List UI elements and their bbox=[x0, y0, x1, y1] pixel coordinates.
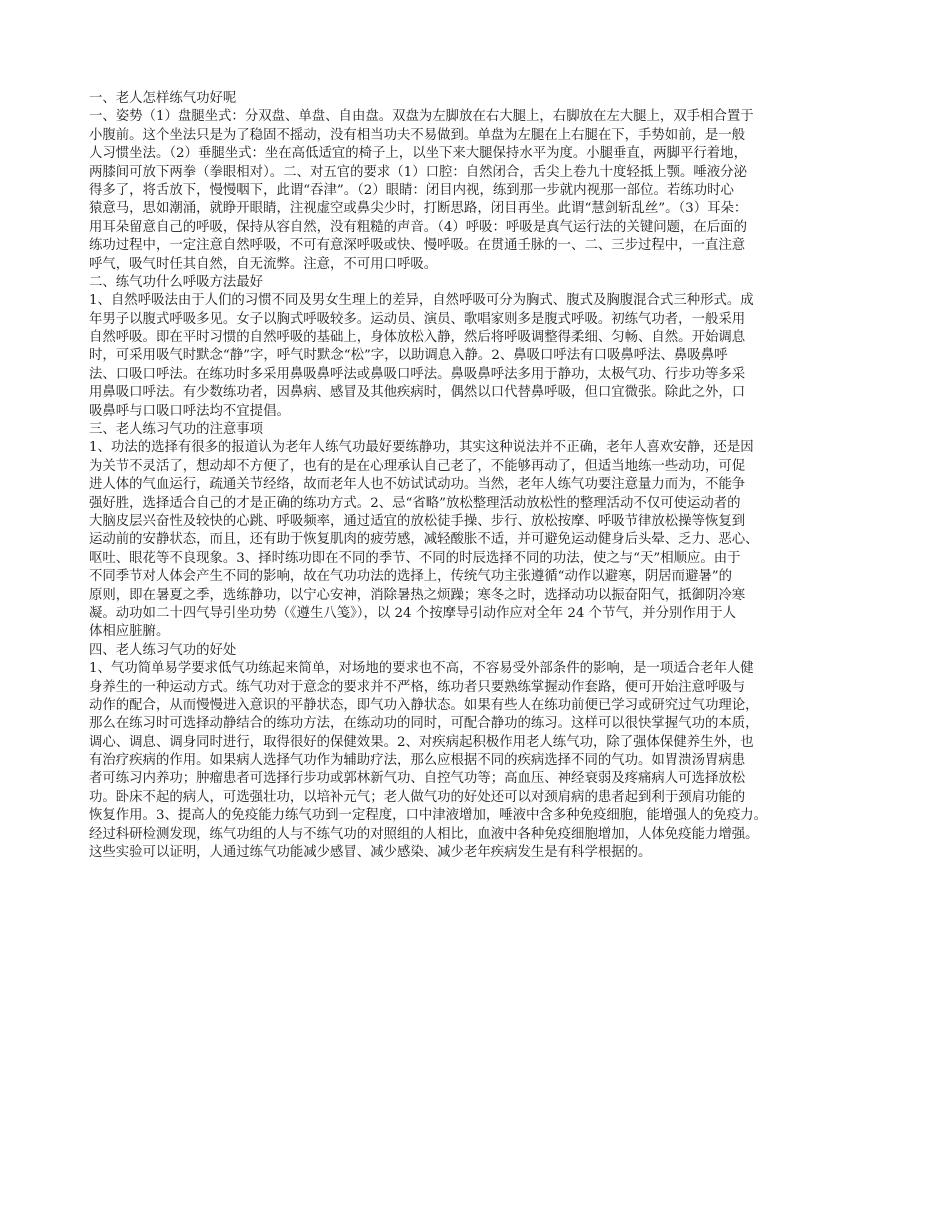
document-body bbox=[89, 90, 874, 862]
text-line: 用鼻吸口呼法。有少数练功者，因鼻病、感冒及其他疾病时，偶然以口代替鼻呼吸，但口宜微张。除此之外，口 bbox=[89, 385, 746, 401]
text-line: 原则，即在暑夏之季，选练静功，以宁心安神，消除暑热之烦躁；寒冬之时，选择动功以振奋阳气，抵御阴冷寒 bbox=[89, 587, 746, 603]
text-line: 吸鼻呼与口吸口呼法均不宜提倡。 bbox=[89, 403, 290, 419]
text-line: 强好胜，选择适合自己的才是正确的练功方式。2、忌“省略”放松整理活动放松性的整理活动不仅可使运动者的 bbox=[89, 495, 741, 511]
text-line: 两膝间可放下两拳（拳眼相对）。二、对五官的要求（1）口腔：自然闭合，舌尖上卷九十度轻抵上颚。唾液分泌 bbox=[89, 164, 747, 180]
text-line: 不同季节对人体会产生不同的影响，故在气功功法的选择上，传统气功主张遵循“动作以避寒，阴居而避暑”的 bbox=[89, 569, 733, 585]
text-line: 用耳朵留意自己的呼吸，保持从容自然，没有粗糙的声音。（4）呼吸：呼吸是真气运行法的关键问题，在后面的 bbox=[89, 219, 747, 235]
text-line: 那么在练习时可选择动静结合的练功方法，在练动功的同时，可配合静功的练习。这样可以很快掌握气功的本质， bbox=[89, 716, 759, 732]
text-line: 身养生的一种运动方式。练气功对于意念的要求并不严格，练功者只要熟练掌握动作套路，便可开始注意呼吸与 bbox=[89, 679, 746, 695]
text-line: 年男子以腹式呼吸多见。女子以胸式呼吸较多。运动员、演员、歌唱家则多是腹式呼吸。初练气功者，一般采用 bbox=[89, 311, 746, 327]
text-line: 功。卧床不起的病人，可选强壮功，以培补元气；老人做气功的好处还可以对颈肩病的患者起到利于颈肩功能的 bbox=[89, 789, 746, 805]
text-line: 体相应脏腑。 bbox=[89, 624, 170, 640]
text-line: 调心、调息、调身同时进行，取得很好的保健效果。2、对疾病起积极作用老人练气功，除了强体保健养生外，也 bbox=[89, 734, 754, 750]
section-heading: 三、老人练习气功的注意事项 bbox=[89, 422, 264, 438]
section-heading: 四、老人练习气功的好处 bbox=[89, 642, 237, 658]
text-line: 有治疗疾病的作用。如果病人选择气功作为辅助疗法，那么应根据不同的疾病选择不同的气功。如胃溃汤胃病患 bbox=[89, 753, 746, 769]
text-line: 者可练习内养功；肿瘤患者可选择行步功或郭林新气功、自控气功等；高血压、神经衰弱及疼痛病人可选择放松 bbox=[89, 771, 746, 787]
text-line: 为关节不灵活了，想动却不方便了，也有的是在心理承认自己老了，不能够再动了，但适当地练一些动功，可促 bbox=[89, 458, 746, 474]
text-line: 猿意马，思如潮涌，就睁开眼睛，注视虚空或鼻尖少时，打断思路，闭目再坐。此谓“慧剑斩乱丝”。（3）耳朵： bbox=[89, 201, 748, 217]
text-line: 一、姿势（1）盘腿坐式：分双盘、单盘、自由盘。双盘为左脚放在右大腿上，右脚放在左大腿上，双手相合置于 bbox=[89, 109, 754, 125]
text-line: 1、自然呼吸法由于人们的习惯不同及男女生理上的差异，自然呼吸可分为胸式、腹式及胸腹混合式三种形式。成 bbox=[89, 293, 754, 309]
text-line: 自然呼吸。即在平时习惯的自然呼吸的基础上，身体放松入静，然后将呼吸调整得柔细、匀畅、自然。开始调息 bbox=[89, 330, 746, 346]
text-line: 呕吐、眼花等不良现象。3、择时练功即在不同的季节、不同的时辰选择不同的功法，使之与“天”相顺应。由于 bbox=[89, 550, 741, 566]
text-line: 得多了，将舌放下，慢慢咽下，此谓“吞津”。（2）眼睛：闭目内视，练到那一步就内视那一部位。若练功时心 bbox=[89, 182, 734, 198]
text-line: 时，可采用吸气时默念“静”字，呼气时默念“松”字，以助调息入静。2、鼻吸口呼法有口吸鼻呼法、鼻吸鼻呼 bbox=[89, 348, 728, 364]
text-line: 人习惯坐法。（2）垂腿坐式：坐在高低适宜的椅子上，以坐下来大腿保持水平为度。小腿垂直，两脚平行着地， bbox=[89, 146, 747, 162]
text-line: 小腹前。这个坐法只是为了稳固不摇动，没有相当功夫不易做到。单盘为左腿在上右腿在下，手势如前，是一般 bbox=[89, 127, 746, 143]
text-line: 法、口吸口呼法。在练功时多采用鼻吸鼻呼法或鼻吸口呼法。鼻吸鼻呼法多用于静功，太极气功、行步功等多采 bbox=[89, 366, 746, 382]
text-line: 1、功法的选择有很多的报道认为老年人练气功最好要练静功，其实这种说法并不正确，老年人喜欢安静，还是因 bbox=[89, 440, 754, 456]
text-line: 凝。动功如二十四气导引坐功势（《遵生八笺》），以 24 个按摩导引动作应对全年 24 个节气，并分别作用于人 bbox=[89, 605, 736, 621]
text-line: 运动前的安静状态，而且，还有助于恢复肌肉的疲劳感，减轻酸胀不适，并可避免运动健身后头晕、乏力、恶心、 bbox=[89, 532, 759, 548]
text-line: 练功过程中，一定注意自然呼吸，不可有意深呼吸或快、慢呼吸。在贯通壬脉的一、二、三步过程中，一直注意 bbox=[89, 238, 746, 254]
text-line: 呼气，吸气时任其自然，自无流弊。注意，不可用口呼吸。 bbox=[89, 256, 438, 272]
section-heading: 二、练气功什么呼吸方法最好 bbox=[89, 274, 264, 290]
text-line: 动作的配合，从而慢慢进入意识的平静状态，即气功入静状态。如果有些人在练功前便已学习或研究过气功理论， bbox=[89, 697, 759, 713]
text-line: 恢复作用。3、提高人的免疫能力练气功到一定程度，口中津液增加，唾液中含多种免疫细胞，能增强人的免疫力。 bbox=[89, 808, 768, 824]
text-line: 大脑皮层兴奋性及较快的心跳、呼吸频率，通过适宜的放松徒手操、步行、放松按摩、呼吸节律放松操等恢复到 bbox=[89, 513, 746, 529]
text-line: 1、气功简单易学要求低气功练起来简单，对场地的要求也不高，不容易受外部条件的影响，是一项适合老年人健 bbox=[89, 661, 754, 677]
text-line: 这些实验可以证明，人通过练气功能减少感冒、减少感染、减少老年疾病发生是有科学根据的。 bbox=[89, 845, 652, 861]
text-line: 进人体的气血运行，疏通关节经络，故而老年人也不妨试试动功。当然，老年人练气功要注意量力而为，不能争 bbox=[89, 477, 746, 493]
text-line: 经过科研检测发现，练气功组的人与不练气功的对照组的人相比，血液中各种免疫细胞增加，人体免疫能力增强。 bbox=[89, 826, 759, 842]
section-heading: 一、老人怎样练气功好呢 bbox=[89, 91, 237, 106]
